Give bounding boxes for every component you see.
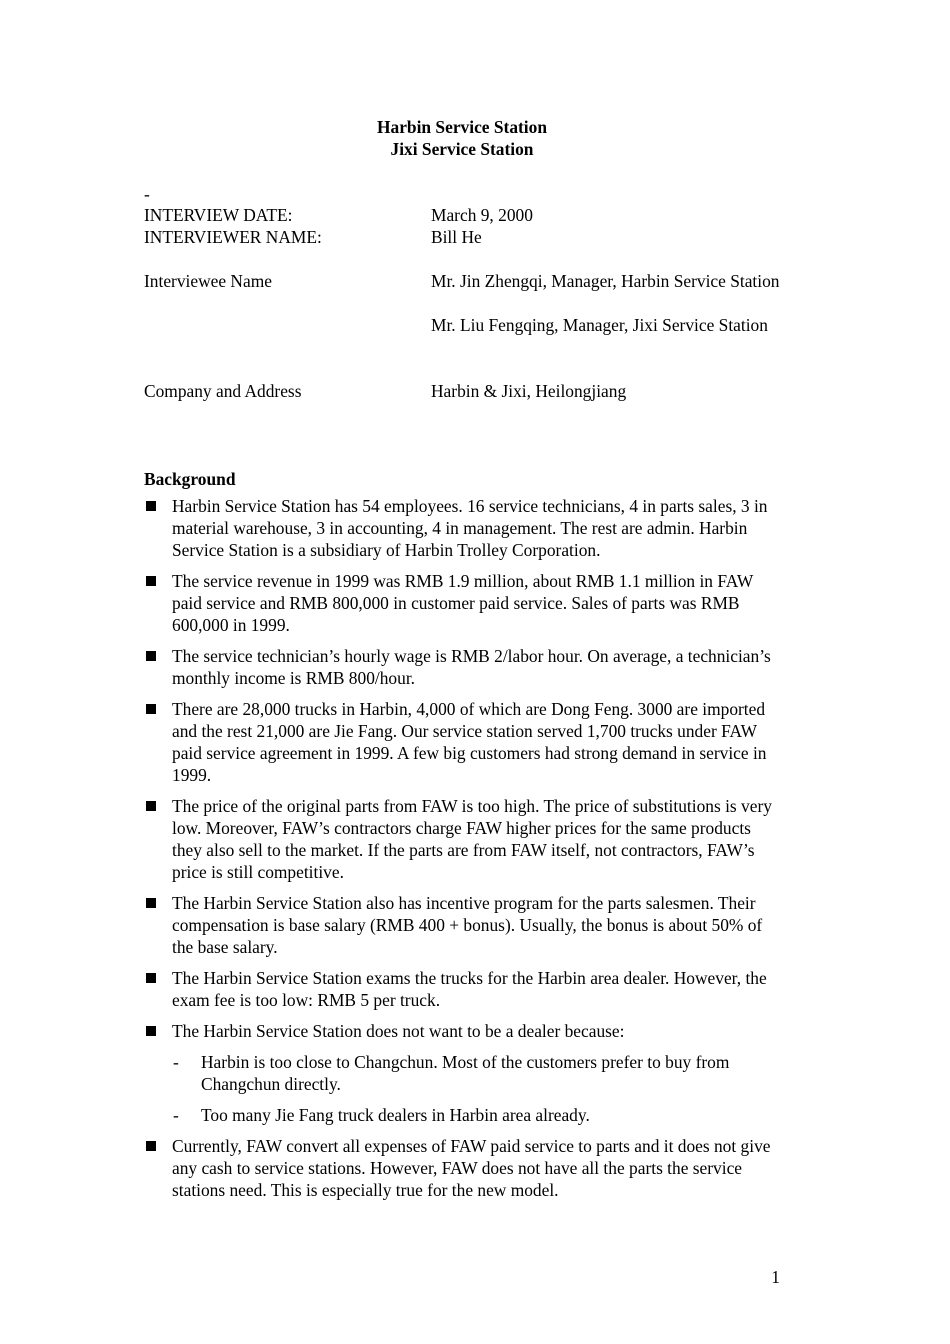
interviewee-1-value: Mr. Jin Zhengqi, Manager, Harbin Service Station [431, 271, 780, 291]
dash-marker: - [173, 1105, 179, 1125]
sub-bullet-text: Too many Jie Fang truck dealers in Harbin area already. [201, 1105, 590, 1125]
bullet-item [144, 892, 784, 958]
bullet-text: The Harbin Service Station also has incentive program for the parts salesmen. Their compensation is base salary (RMB 400 + bonus). Usually, the bonus is about 50% of the base salary. [172, 893, 763, 957]
interviewee-name-label: Interviewee Name [144, 271, 272, 291]
bullet-text: There are 28,000 trucks in Harbin, 4,000 of which are Dong Feng. 3000 are imported and the rest 21,000 are Jie Fang. Our service station served 1,700 trucks under FAW paid service agreement in 1999. A few big customers had strong demand in service in 1999. [172, 699, 767, 785]
square-bullet-icon [146, 501, 156, 511]
bullet-item [144, 645, 784, 689]
interviewer-name-value: Bill He [431, 227, 482, 247]
company-address-value: Harbin & Jixi, Heilongjiang [431, 381, 627, 401]
square-bullet-icon [146, 651, 156, 661]
background-heading: Background [144, 469, 236, 489]
background-bullet-list [144, 495, 784, 1210]
sub-bullet-item [144, 1104, 784, 1126]
bullet-text: The Harbin Service Station exams the trucks for the Harbin area dealer. However, the exam fee is too low: RMB 5 per truck. [172, 968, 767, 1010]
bullet-text: The service revenue in 1999 was RMB 1.9 million, about RMB 1.1 million in FAW paid service and RMB 800,000 in customer paid service. Sales of parts was RMB 600,000 in 1999. [172, 571, 753, 635]
square-bullet-icon [146, 1026, 156, 1036]
interviewer-name-label: INTERVIEWER NAME: [144, 227, 322, 247]
interview-date-label: INTERVIEW DATE: [144, 205, 293, 225]
bullet-item [144, 698, 784, 786]
sub-bullet-text: Harbin is too close to Changchun. Most of the customers prefer to buy from Changchun directly. [201, 1052, 730, 1094]
bullet-item [144, 967, 784, 1011]
square-bullet-icon [146, 898, 156, 908]
square-bullet-icon [146, 801, 156, 811]
document-subtitle: Jixi Service Station [390, 139, 534, 159]
stray-dash-mark: - [144, 184, 150, 204]
bullet-text: The price of the original parts from FAW is too high. The price of substitutions is very low. Moreover, FAW’s contractors charge FAW higher prices for the same products they also sell to the market. If the parts are from FAW itself, not contractors, FAW’s price is still competitive. [172, 796, 772, 882]
sub-bullet-item [144, 1051, 784, 1095]
bullet-item [144, 570, 784, 636]
bullet-text: The service technician’s hourly wage is RMB 2/labor hour. On average, a technician’s monthly income is RMB 800/hour. [172, 646, 771, 688]
document-title: Harbin Service Station [376, 117, 548, 137]
bullet-text: Currently, FAW convert all expenses of FAW paid service to parts and it does not give any cash to service stations. However, FAW does not have all the parts the service stations need. This is especially true for the new model. [172, 1136, 771, 1200]
bullet-item [144, 795, 784, 883]
bullet-item [144, 1020, 784, 1042]
company-address-label: Company and Address [144, 381, 302, 401]
page-number: 1 [771, 1267, 780, 1287]
bullet-text: The Harbin Service Station does not want to be a dealer because: [172, 1021, 625, 1041]
interview-date-value: March 9, 2000 [431, 205, 533, 225]
square-bullet-icon [146, 576, 156, 586]
dash-marker: - [173, 1052, 179, 1072]
bullet-item [144, 495, 784, 561]
square-bullet-icon [146, 973, 156, 983]
interviewee-2-value: Mr. Liu Fengqing, Manager, Jixi Service Station [431, 315, 768, 335]
square-bullet-icon [146, 1141, 156, 1151]
bullet-item [144, 1135, 784, 1201]
bullet-text: Harbin Service Station has 54 employees. 16 service technicians, 4 in parts sales, 3 in material warehouse, 3 in accounting, 4 in management. The rest are admin. Harbin Service Station is a subsidiary of Harbin Trolley Corporation. [172, 496, 768, 560]
square-bullet-icon [146, 704, 156, 714]
